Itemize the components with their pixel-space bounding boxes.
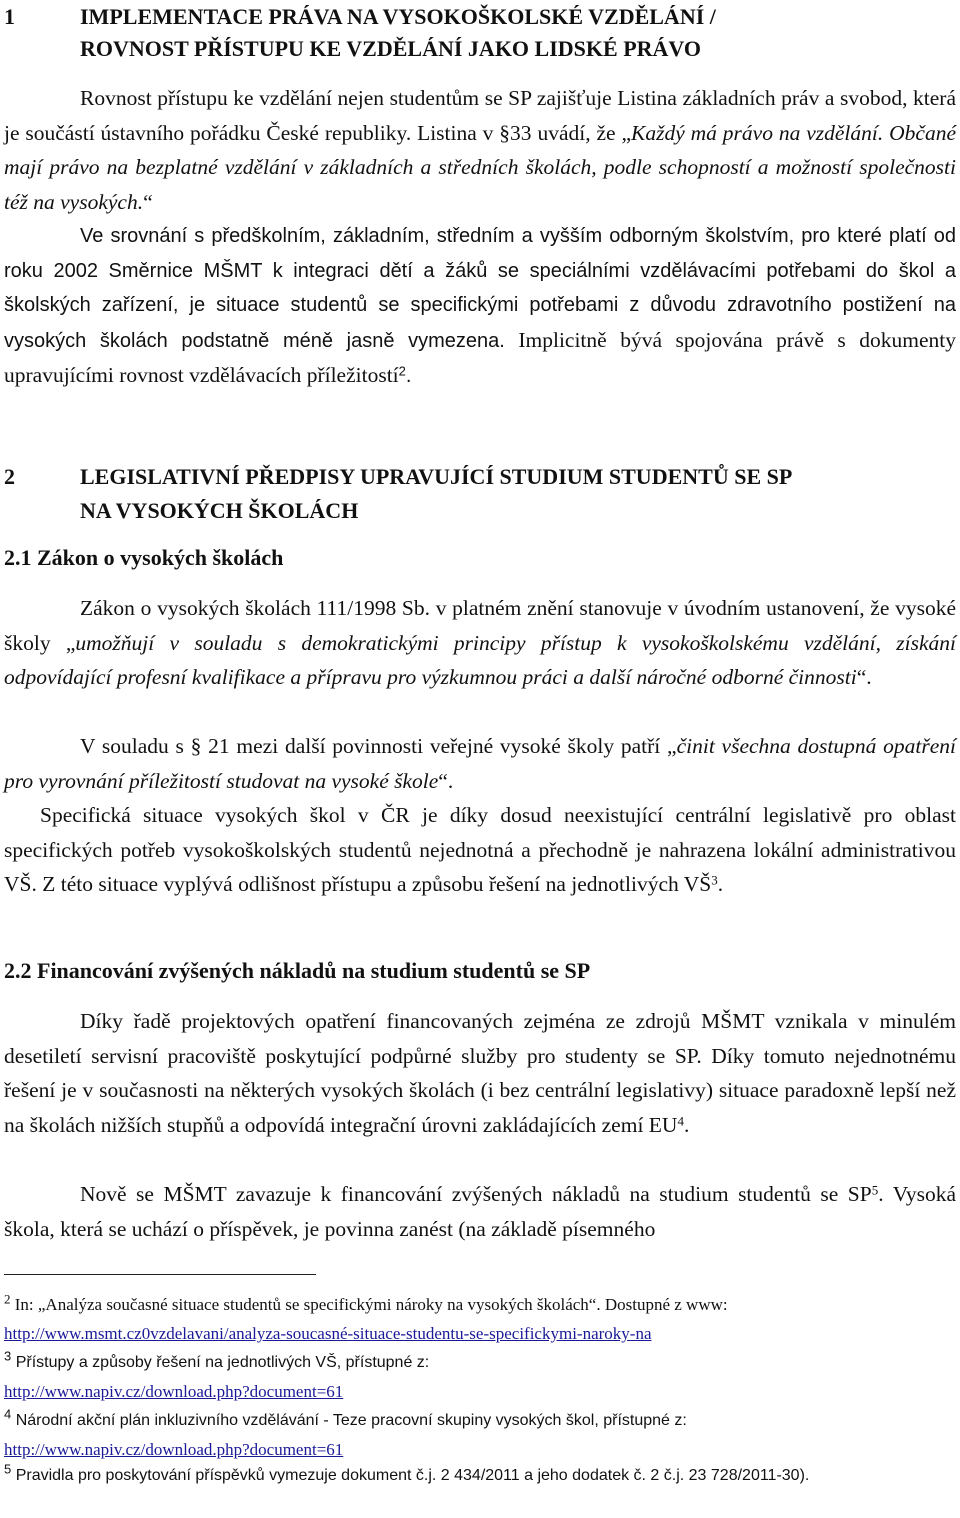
paragraph-msmt-end: . Vysoká škola, která se uchází o příspěvek, je povinna zanést (na základě písemného bbox=[4, 1182, 956, 1241]
paragraph-paragraf-21 bbox=[4, 729, 956, 798]
paragraph-zakon bbox=[4, 591, 956, 695]
paragraph-specificka-situace bbox=[4, 798, 956, 902]
footnote-5-text: Pravidla pro poskytování příspěvků vymezuje dokument č.j. 2 434/2011 a jeho dodatek č. 2 č.j. 23 728/2011-30). bbox=[15, 1467, 810, 1484]
footnote-ref-2: 2 bbox=[398, 363, 406, 379]
paragraph-msmt bbox=[4, 1177, 956, 1246]
paragraph-financovani-text: Díky řadě projektových opatření financovaných zejména ze zdrojů MŠMT vznikala v minulém desetiletí servisní pracoviště poskytující podpůrné služby pro studenty se SP. Díky tomuto nejednotnému řešení je v současnosti na některých vysokých školách (i bez centrální legislativy) situace paradoxně lepší než na školách nižších stupňů a odpovídá integrační úrovni zakládajících zemí EU bbox=[4, 1009, 956, 1137]
chapter-1-title-line2: ROVNOST PŘÍSTUPU KE VZDĚLÁNÍ JAKO LIDSKÉ PRÁVO bbox=[80, 36, 701, 61]
footnote-ref-3: 3 bbox=[711, 872, 718, 888]
footnote-ref-4: 4 bbox=[677, 1113, 684, 1129]
paragraph-paragraf-21-text: V souladu s § 21 mezi další povinnosti veřejné vysoké školy patří „ bbox=[80, 734, 677, 758]
paragraph-srovnani-end: . bbox=[405, 365, 412, 388]
footnote-5-number: 5 bbox=[4, 1461, 12, 1477]
paragraph-srovnani bbox=[4, 219, 956, 394]
footnote-5 bbox=[4, 1461, 854, 1490]
chapter-1-number: 1 bbox=[4, 4, 15, 29]
paragraph-srovnani-tail: Implicitně bývá spojována právě s dokumenty upravujícími rovnost vzdělávacích příležitostí bbox=[4, 327, 956, 388]
paragraph-zakon-quote-end: “. bbox=[856, 665, 872, 690]
paragraph-paragraf-21-end: “. bbox=[438, 768, 454, 793]
footnote-ref-5: 5 bbox=[871, 1182, 879, 1198]
paragraph-paragraf-21-quote: činit všechna dostupná opatření pro vyrovnání příležitostí studovat na vysoké škole bbox=[4, 734, 956, 793]
footnote-2-text: In: „Analýza současné situace studentů se specifickými nároky na vysokých školách“. Dostupné z www: bbox=[14, 1295, 728, 1314]
footnote-separator bbox=[4, 1274, 316, 1275]
paragraph-financovani bbox=[4, 1004, 956, 1142]
chapter-2-number: 2 bbox=[4, 464, 15, 489]
paragraph-srovnani-text: Ve srovnání s předškolním, základním, středním a vyšším odborným školstvím, pro které platí od roku 2002 Směrnice MŠMT k integraci dětí a žáků se speciálními vzdělávacími potřebami do škol a školských zařízení, je situace studentů se specifickými potřebami z důvodu zdravotního postižení na vysokých školách podstatně méně jasně vymezena. bbox=[4, 225, 956, 352]
footnote-4-number: 4 bbox=[4, 1406, 12, 1422]
paragraph-listina-quote-end: “ bbox=[143, 189, 153, 214]
footnote-3 bbox=[4, 1348, 956, 1407]
paragraph-listina-quote: Každý má právo na vzdělání. Občané mají právo na bezplatné vzdělání v základních a středních školách, podle schopností a možností společnosti též na vysokých. bbox=[4, 120, 957, 214]
footnote-3-text: Přístupy a způsoby řešení na jednotlivých VŠ, přístupné z: bbox=[15, 1354, 430, 1371]
chapter-2-title-line2: NA VYSOKÝCH ŠKOLÁCH bbox=[80, 498, 359, 523]
chapter-1-title-line1: IMPLEMENTACE PRÁVA NA VYSOKOŠKOLSKÉ VZDĚLÁNÍ / bbox=[80, 4, 716, 29]
paragraph-zakon-text: Zákon o vysokých školách 111/1998 Sb. v platném znění stanovuje v úvodním ustanovení, že vysoké školy „ bbox=[4, 596, 956, 655]
footnote-3-number: 3 bbox=[4, 1348, 12, 1364]
paragraph-financovani-end: . bbox=[683, 1112, 690, 1137]
paragraph-specificka-situace-text: Specifická situace vysokých škol v ČR je díky dosud neexistující centrální legislativě pro oblast specifických potřeb vysokoškolských studentů nejednotná a přechodně je nahrazena lokální administrativou VŠ. Z této situace vyplývá odlišnost přístupu a způsobu řešení na jednotlivých VŠ bbox=[4, 803, 956, 897]
footnote-2-number: 2 bbox=[4, 1291, 11, 1307]
paragraph-listina bbox=[4, 81, 956, 219]
section-2-2-heading: 2.2 Financování zvýšených nákladů na studium studentů se SP bbox=[4, 958, 591, 983]
chapter-2-title-line1: LEGISLATIVNÍ PŘEDPISY UPRAVUJÍCÍ STUDIUM STUDENTŮ SE SP bbox=[80, 464, 793, 489]
paragraph-zakon-quote: umožňují v souladu s demokratickými principy přístup k vysokoškolskému vzdělání, získání odpovídající profesní kvalifikace a přípravu pro výzkumnou práci a další náročné odborné činnosti bbox=[4, 630, 956, 690]
paragraph-msmt-text: Nově se MŠMT zavazuje k financování zvýšených nákladů na studium studentů se SP bbox=[80, 1182, 872, 1206]
section-2-1-heading: 2.1 Zákon o vysokých školách bbox=[4, 545, 284, 570]
footnote-4-link[interactable]: http://www.napiv.cz/download.php?document=61 bbox=[4, 1440, 344, 1459]
footnote-4-text: Národní akční plán inkluzivního vzdělávání - Teze pracovní skupiny vysokých škol, přístupné z: bbox=[15, 1412, 687, 1429]
paragraph-listina-text: Rovnost přístupu ke vzdělání nejen studentům se SP zajišťuje Listina základních práv a svobod, která je součástí ústavního pořádku České republiky. Listina v §33 uvádí, že „ bbox=[4, 86, 956, 145]
footnote-4 bbox=[4, 1406, 956, 1465]
paragraph-specificka-situace-end: . bbox=[717, 872, 724, 897]
footnote-2-link[interactable]: http://www.msmt.cz0vzdelavani/analyza-soucasné-situace-studentu-se-specifickymi-naroky-na bbox=[4, 1324, 652, 1343]
footnote-3-link[interactable]: http://www.napiv.cz/download.php?document=61 bbox=[4, 1382, 344, 1401]
footnote-2 bbox=[4, 1290, 956, 1348]
